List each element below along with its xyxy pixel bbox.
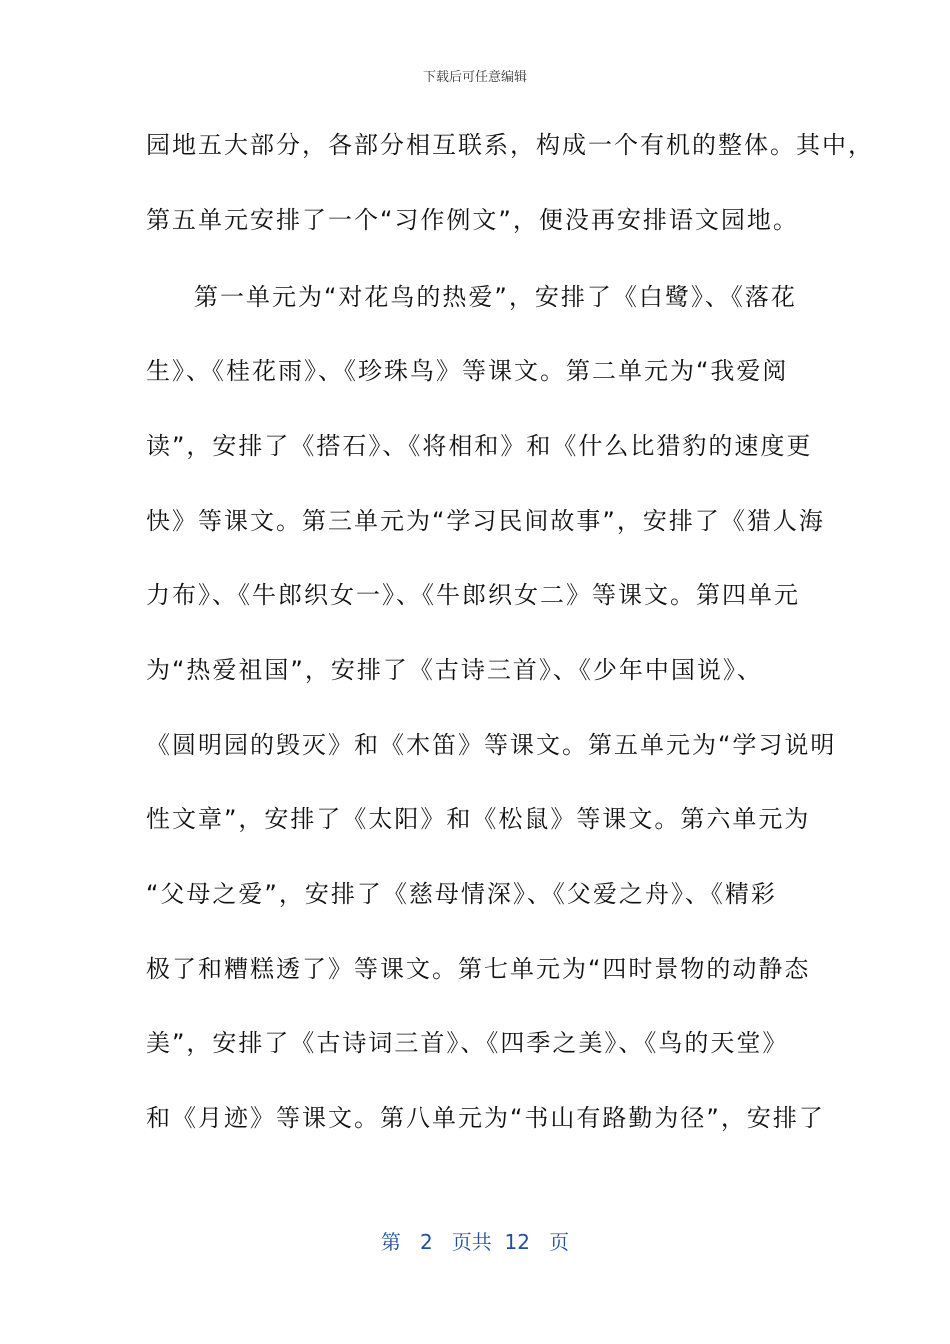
body-line-2: 第五单元安排了一个“习作例文”，便没再安排语文园地。 — [146, 206, 799, 234]
footer-current-page: 2 — [420, 1230, 433, 1254]
body-line-9: 《圆明园的毁灭》和《木笛》等课文。第五单元为“学习说明 — [146, 731, 837, 759]
body-line-10: 性文章”，安排了《太阳》和《松鼠》等课文。第六单元为 — [146, 805, 811, 833]
footer-prefix: 第 — [380, 1230, 401, 1254]
body-line-12: 极了和糟糕透了》等课文。第七单元为“四时景物的动静态 — [146, 955, 811, 983]
body-line-6: 快》等课文。第三单元为“学习民间故事”，安排了《猎人海 — [146, 507, 825, 535]
body-line-5: 读”，安排了《搭石》、《将相和》和《什么比猎豹的速度更 — [146, 432, 813, 460]
body-line-13: 美”，安排了《古诗词三首》、《四季之美》、《鸟的天堂》 — [146, 1029, 789, 1057]
body-line-11: “父母之爱”，安排了《慈母情深》、《父爱之舟》、《精彩 — [146, 880, 777, 908]
footer-suffix: 页 — [549, 1230, 570, 1254]
body-line-3: 第一单元为“对花鸟的热爱”，安排了《白鹭》、《落花 — [194, 283, 797, 311]
body-line-1: 园地五大部分，各部分相互联系，构成一个有机的整体。其中， — [146, 131, 874, 159]
header-note: 下载后可任意编辑 — [422, 70, 527, 85]
footer-middle: 页共 — [451, 1230, 492, 1254]
page-footer — [0, 1226, 950, 1255]
body-line-4: 生》、《桂花雨》、《珍珠鸟》等课文。第二单元为“我爱阅 — [146, 357, 789, 385]
body-line-14: 和《月迹》等课文。第八单元为“书山有路勤为径”，安排了 — [146, 1104, 825, 1132]
body-line-7: 力布》、《牛郎织女一》、《牛郎织女二》等课文。第四单元 — [146, 581, 800, 609]
footer-total-pages: 12 — [504, 1230, 530, 1254]
body-line-8: 为“热爱祖国”，安排了《古诗三首》、《少年中国说》、 — [146, 656, 763, 684]
